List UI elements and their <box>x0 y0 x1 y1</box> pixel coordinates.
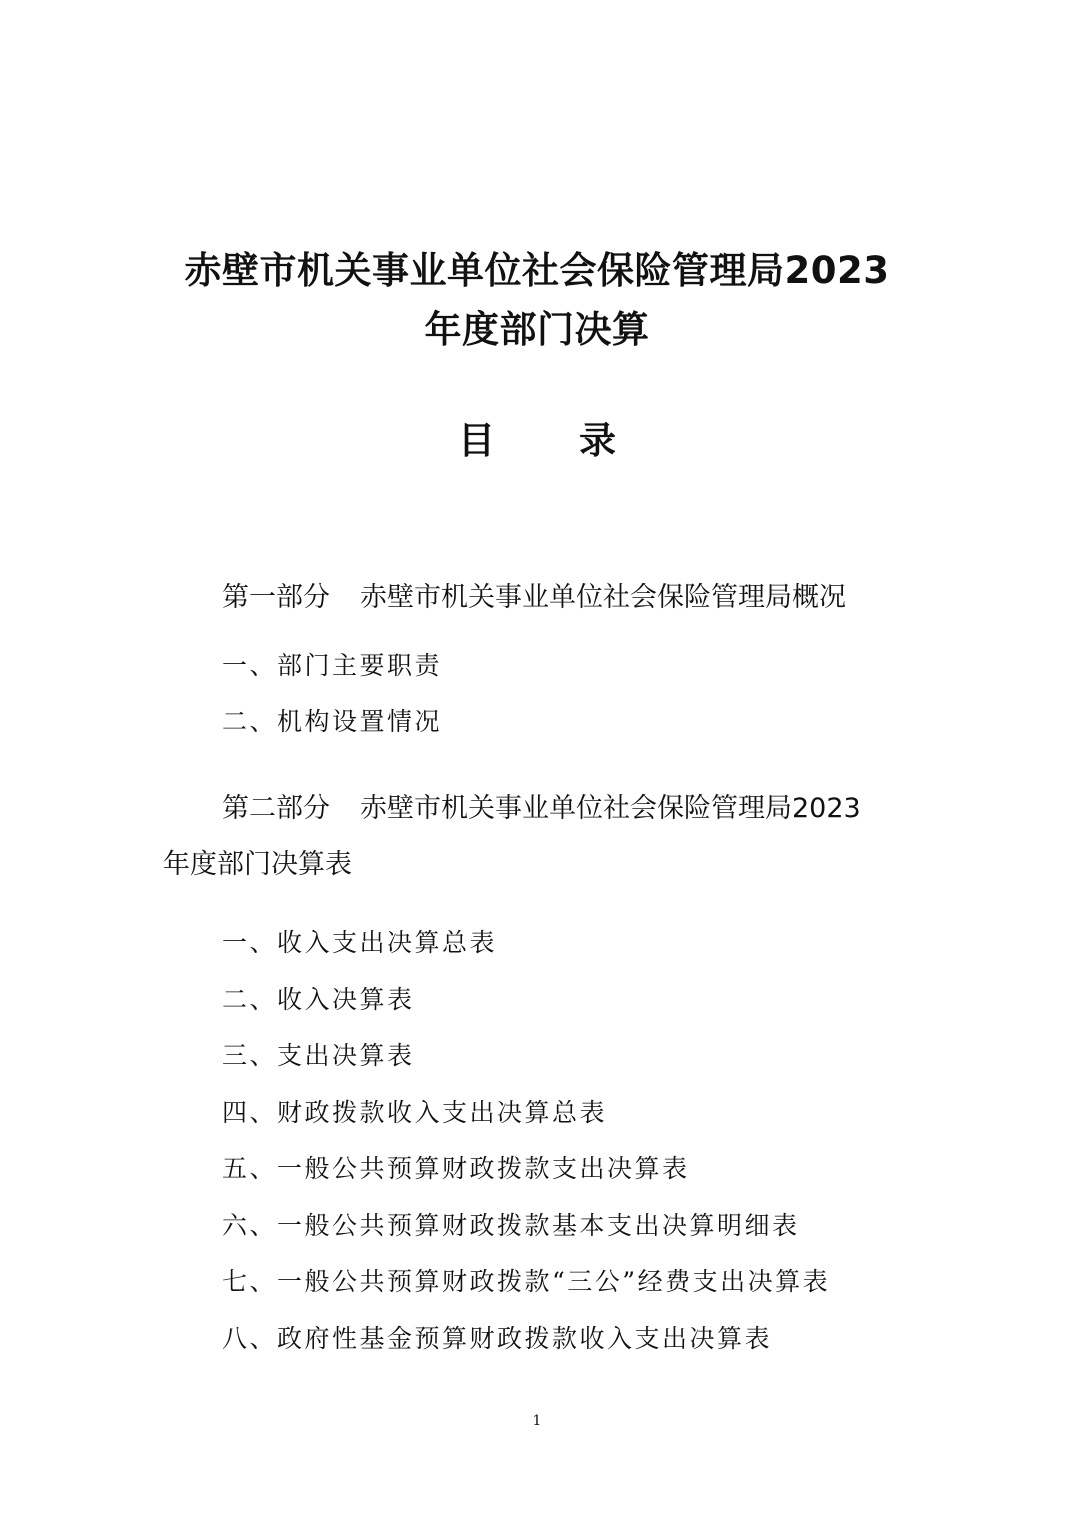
page-number: 1 <box>532 1413 542 1429</box>
part2-label: 第二部分 <box>222 793 330 824</box>
part2-heading <box>222 789 861 829</box>
toc-heading <box>0 411 1074 471</box>
document-title-line1: 赤壁市机关事业单位社会保险管理局2023 <box>184 249 890 292</box>
part2-title-line1: 赤壁市机关事业单位社会保险管理局2023 <box>360 793 861 824</box>
toc-item: 六、一般公共预算财政拨款基本支出决算明细表 <box>222 1211 800 1240</box>
part1-label: 第一部分 <box>222 582 330 613</box>
toc-item: 一、收入支出决算总表 <box>222 928 498 957</box>
toc-item: 二、机构设置情况 <box>222 707 443 736</box>
toc-item: 三、支出决算表 <box>222 1041 415 1070</box>
toc-item: 七、一般公共预算财政拨款“三公”经费支出决算表 <box>222 1267 831 1296</box>
toc-item: 四、财政拨款收入支出决算总表 <box>222 1098 608 1127</box>
document-title-line2: 年度部门决算 <box>424 308 650 351</box>
part1-heading <box>222 578 846 618</box>
toc-item: 八、政府性基金预算财政拨款收入支出决算表 <box>222 1324 773 1353</box>
part1-title: 赤壁市机关事业单位社会保险管理局概况 <box>360 582 846 613</box>
toc-heading-char1: 目 <box>458 419 495 462</box>
toc-item: 五、一般公共预算财政拨款支出决算表 <box>222 1154 690 1183</box>
toc-item: 一、部门主要职责 <box>222 651 443 680</box>
toc-heading-char2: 录 <box>579 419 616 462</box>
part2-title-line2: 年度部门决算表 <box>163 849 352 880</box>
toc-item: 二、收入决算表 <box>222 985 415 1014</box>
